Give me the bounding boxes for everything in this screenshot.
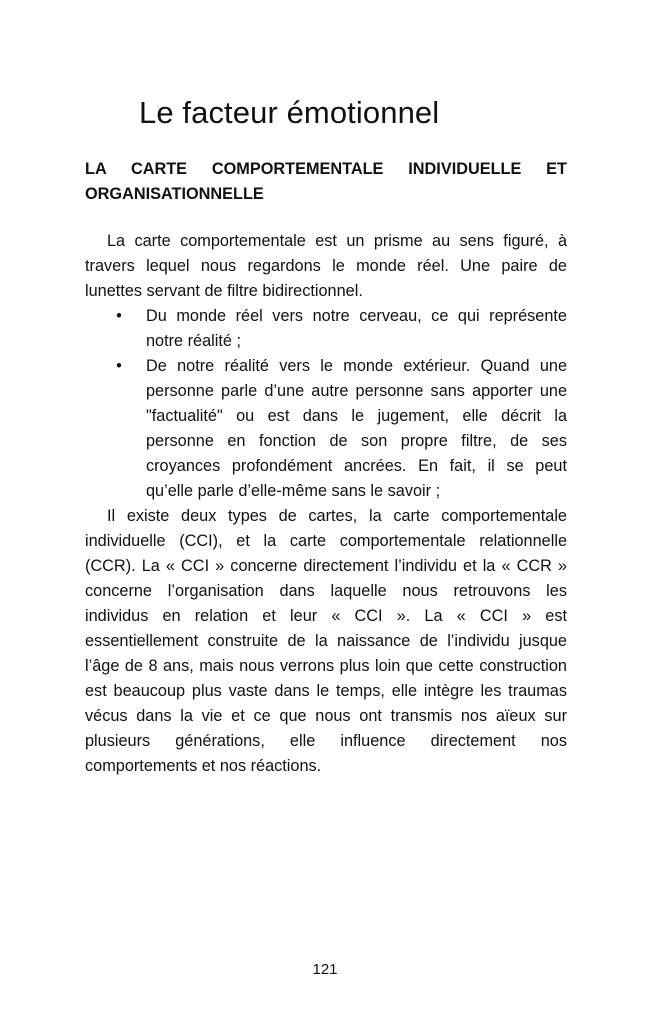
- chapter-title: Le facteur émotionnel: [139, 95, 440, 130]
- paragraph-intro: La carte comportementale est un prisme au sens figuré, à travers lequel nous regardons le monde réel. Une paire de lunettes servant de filtre bidirectionnel.: [85, 232, 567, 300]
- paragraph-card-types: Il existe deux types de cartes, la carte comportementale individuelle (CCI), et la carte comportementale relationnelle (CCR). La « CCI » concerne directement l’individu et la « CCR » concerne l’organisation dans laquelle nous retrouvons les individus en relation et leur « CCI ». La « CCI » est essentiellement construite de la naissance de l’individu jusque l’âge de 8 ans, mais nous verrons plus loin que cette construction est beaucoup plus vaste dans le temps, elle intègre les traumas vécus dans la vie et ce que nous ont transmis nos aïeux sur plusieurs générations, elle influence directement nos comportements et nos réactions.: [85, 507, 567, 775]
- list-item-text: De notre réalité vers le monde extérieur. Quand une personne parle d’une autre personne sans apporter une "factualité" ou est dans le jugement, elle décrit la personne en fonction de son propre filtre, de ses croyances profondément ancrées. En fait, il se peut qu’elle parle d’elle-même sans le savoir ;: [146, 357, 567, 500]
- bullet-icon: •: [116, 307, 122, 325]
- section-heading: LA CARTE COMPORTEMENTALE INDIVIDUELLE ET ORGANISATIONNELLE: [85, 160, 567, 203]
- list-item: [85, 354, 567, 504]
- page-number: 121: [312, 961, 338, 978]
- bullet-list: [85, 304, 567, 504]
- list-item: [85, 304, 567, 354]
- list-item-text: Du monde réel vers notre cerveau, ce qui représente notre réalité ;: [146, 307, 567, 350]
- bullet-icon: •: [116, 357, 122, 375]
- body-text: [85, 229, 567, 779]
